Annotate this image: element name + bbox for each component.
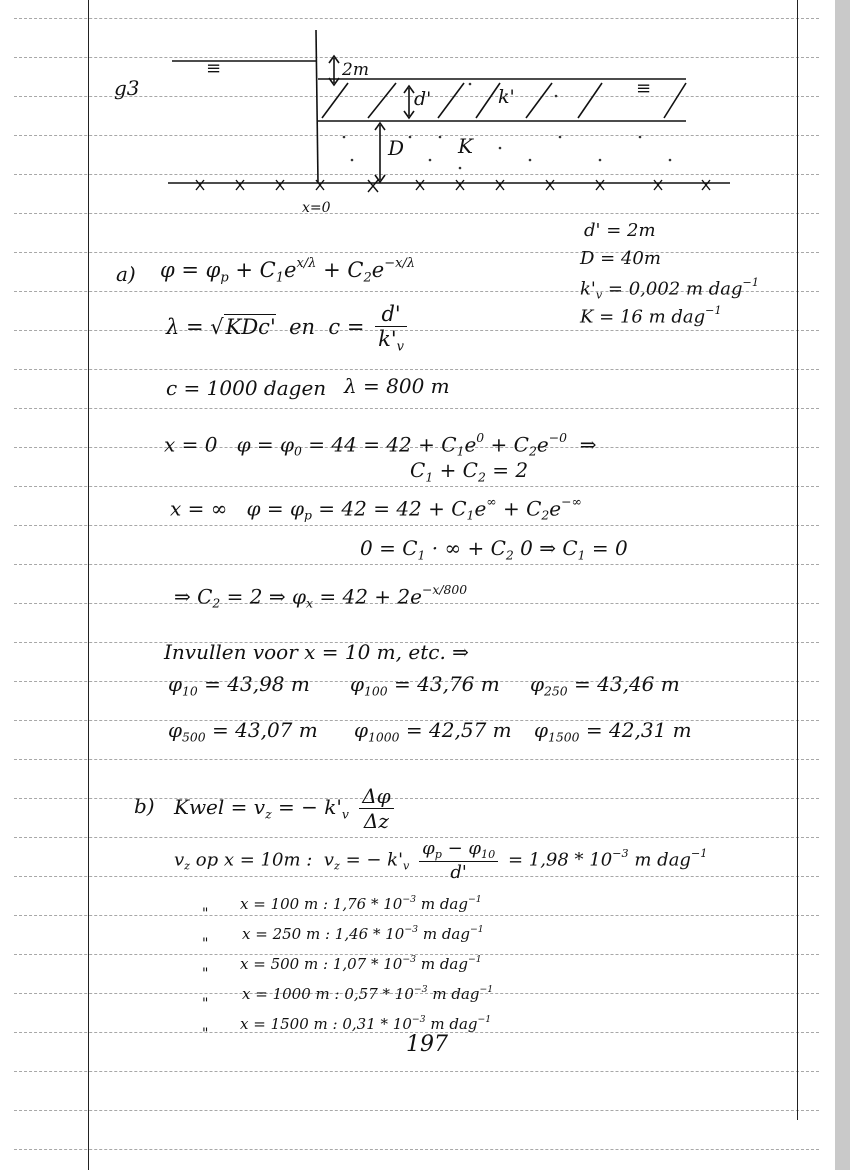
c1-zero-equation: $0 = C_1$ · ∞ + $C_2$ 0 ⇒ $C_1 = 0$ xyxy=(360,536,628,563)
c-result: c = 1000 dagen xyxy=(166,376,327,400)
aquifer-diagram xyxy=(0,0,835,220)
phi-value: $\varphi_{500} = 43,07$ m xyxy=(168,718,318,745)
ruled-line xyxy=(14,252,819,253)
ruled-line xyxy=(14,1110,819,1111)
boundary-xinf-equation: x = ∞ $\varphi = \varphi_p = 42 = 42 + C_1e^\infty + C_2e^{-\infty}$ xyxy=(170,494,582,523)
phi-value: $\varphi_{10} = 43,98$ m xyxy=(168,672,310,699)
impermeable-base-marks xyxy=(196,180,710,192)
given-kv: $k'_v = 0,002$ m dag$^{-1}$ xyxy=(580,276,759,302)
part-b-label: b) xyxy=(134,794,155,818)
boundary-vertical-line xyxy=(316,30,318,183)
seepage-row: x = 250 m : $1,46 * 10^{-3}$ m dag$^{-1}$ xyxy=(242,924,484,943)
label-D: D xyxy=(388,136,405,160)
label-2m: 2m xyxy=(342,60,369,80)
given-D: D = 40m xyxy=(580,248,661,269)
ruled-line xyxy=(14,330,819,331)
ruled-line xyxy=(14,525,819,526)
ruled-line xyxy=(14,486,819,487)
phi-value: $\varphi_{1500} = 42,31$ m xyxy=(534,718,692,745)
c-sum-equation: $C_1 + C_2 = 2$ xyxy=(410,458,529,485)
seepage-row: x = 100 m : $1,76 * 10^{-3}$ m dag$^{-1}$ xyxy=(240,894,482,913)
phi-value: $\varphi_{100} = 43,76$ m xyxy=(350,672,500,699)
ditto-mark: " xyxy=(202,966,209,982)
label-d-prime: d' xyxy=(414,88,432,110)
seepage-row: x = 500 m : $1,07 * 10^{-3}$ m dag$^{-1}$ xyxy=(240,954,482,973)
vz-at-10m: $v_z$ op x = 10m : $v_z$ = − $k'_v$ $\frac{\varphi_p - \varphi_{10}}{d'}$ = $1,98 * 10^{-3}$ m dag$^{-1}$ xyxy=(174,838,708,883)
water-symbol-left: ≡ xyxy=(206,58,222,79)
final-solution: ⇒ $C_2 = 2$ ⇒ $\varphi_x = 42 + 2e^{-x/800}$ xyxy=(174,582,468,611)
invullen-line: Invullen voor x = 10 m, etc. ⇒ xyxy=(164,640,469,664)
lambda-definition: λ = √KDc' en c = $\frac{d'}{k'_v}$ xyxy=(166,302,411,355)
boundary-x0-equation: x = 0 $\varphi = \varphi_0 = 44 = 42 + C_1e^0 + C_2e^{-0}$ ⇒ xyxy=(164,430,597,459)
label-x0: x=0 xyxy=(302,200,331,216)
label-K: K xyxy=(458,134,473,158)
ditto-mark: " xyxy=(202,996,209,1012)
problem-label: g3 xyxy=(114,76,140,100)
ruled-line xyxy=(14,759,819,760)
ruled-line xyxy=(14,408,819,409)
seepage-row: x = 1500 m : $0,31 * 10^{-3}$ m dag$^{-1}$ xyxy=(240,1014,492,1033)
part-a-label: a) xyxy=(116,262,136,286)
page-number: 197 xyxy=(406,1032,448,1057)
water-symbol-right: ≡ xyxy=(636,78,652,99)
ruled-line xyxy=(14,1071,819,1072)
ditto-mark: " xyxy=(202,906,209,922)
ruled-line xyxy=(14,564,819,565)
ruled-line xyxy=(14,369,819,370)
lambda-result: λ = 800 m xyxy=(344,374,450,398)
kwel-equation: Kwel = $v_z$ = − $k'_v$ $\frac{\Delta\varphi}{\Delta z}$ xyxy=(174,784,398,833)
ruled-line xyxy=(14,1149,819,1150)
label-k-prime: k' xyxy=(498,86,515,108)
ditto-mark: " xyxy=(202,1026,209,1042)
seepage-row: x = 1000 m : $0,57 * 10^{-3}$ m dag$^{-1}$ xyxy=(242,984,494,1003)
phi-value: $\varphi_{1000} = 42,57$ m xyxy=(354,718,512,745)
ruled-line xyxy=(14,915,819,916)
general-solution: $\varphi = \varphi_p + C_1e^{x/\lambda} + C_2e^{-x/\lambda}$ xyxy=(160,256,416,286)
given-K: K = 16 m dag$^{-1}$ xyxy=(580,304,722,328)
ditto-mark: " xyxy=(202,936,209,952)
given-d-prime: d' = 2m xyxy=(584,220,656,241)
phi-value: $\varphi_{250} = 43,46$ m xyxy=(530,672,680,699)
